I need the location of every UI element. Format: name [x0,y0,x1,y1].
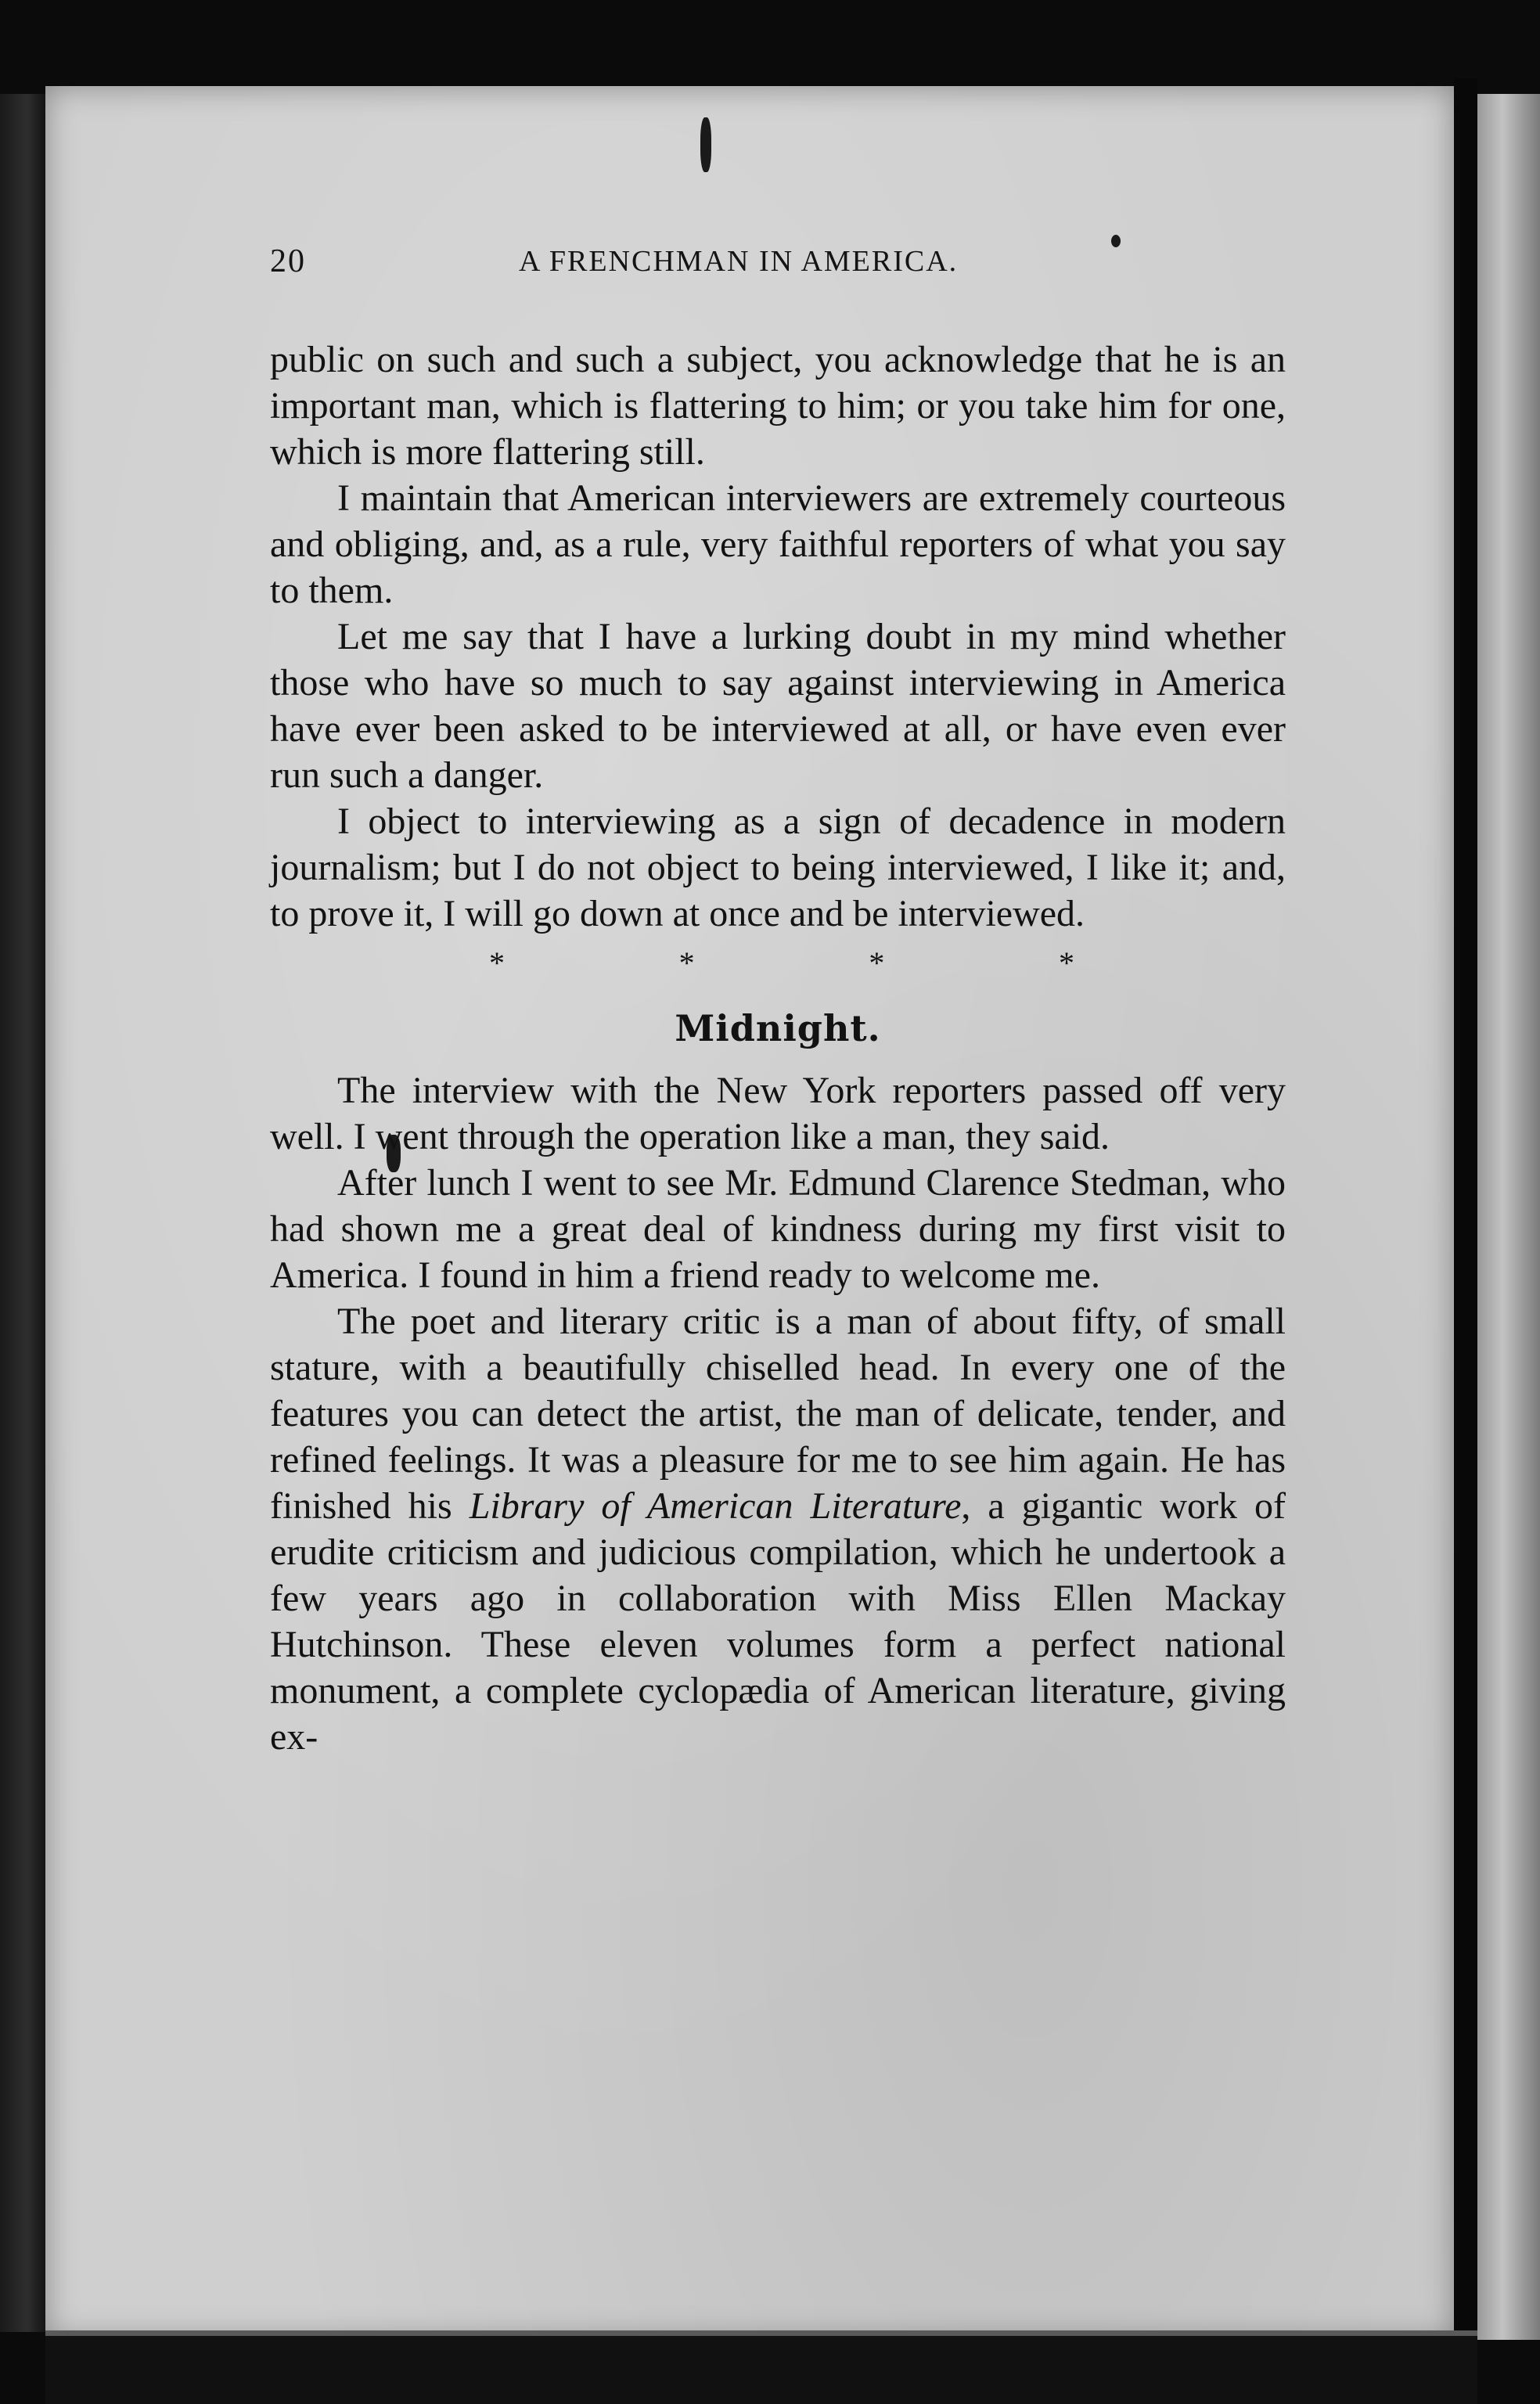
paragraph-text: The poet and literary critic is a man of about fifty, of small stature, with a beautifully chiselled head. In every one of the features you can detect the artist, the man of delicate, tender, and refined feelings. It was a pleasure for me to see him again. He has finished his [270,1301,1286,1527]
star-ornament: * [489,945,505,981]
next-page-edge [1477,94,1540,2340]
running-head: A FRENCHMAN IN AMERICA. [519,245,959,278]
star-ornament: * [678,945,695,981]
star-ornament: * [1058,945,1074,981]
paragraph: The interview with the New York reporters passed off very well. I went through the operation like a man, they said. [270,1070,1286,1157]
paragraph [270,1298,1286,1760]
paragraph-text: , a gigantic work of erudite criticism and judicious compilation, which he undertook a few years ago in collaboration with Miss Ellen Mackay Hutchinson. These eleven volumes form a perfect national monument, a complete cyclopædia of American literature, giving ex- [270,1485,1286,1758]
page-number: 20 [270,243,306,279]
page-header [270,243,1311,290]
ink-spot [700,117,711,172]
paragraph: After lunch I went to see Mr. Edmund Clarence Stedman, who had shown me a great deal of kindness during my first visit to America. I found in him a friend ready to welcome me. [270,1162,1286,1296]
section-heading: Midnight. [675,1007,881,1049]
paragraph: I maintain that American interviewers are extremely courteous and obliging, and, as a rule, very faithful reporters of what you say to them. [270,477,1286,611]
scan-bottom-border [45,2336,1477,2404]
page-body [270,336,1286,1760]
page-gutter-shadow [1454,78,1477,2348]
section-break-stars [270,940,1286,986]
paragraph: Let me say that I have a lurking doubt in my mind whether those who have so much to say against interviewing in America have ever been asked to be interviewed at all, or have even ever run such a danger. [270,616,1286,796]
paragraph: public on such and such a subject, you acknowledge that he is an important man, which is flattering to him; or you take him for one, which is more flattering still. [270,339,1286,473]
book-spine-edge [0,94,45,2332]
paragraph: I object to interviewing as a sign of decadence in modern journalism; but I do not object to being interviewed, I like it; and, to prove it, I will go down at once and be interviewed. [270,801,1286,934]
star-ornament: * [869,945,885,981]
book-title: Library of American Literature [469,1485,962,1527]
